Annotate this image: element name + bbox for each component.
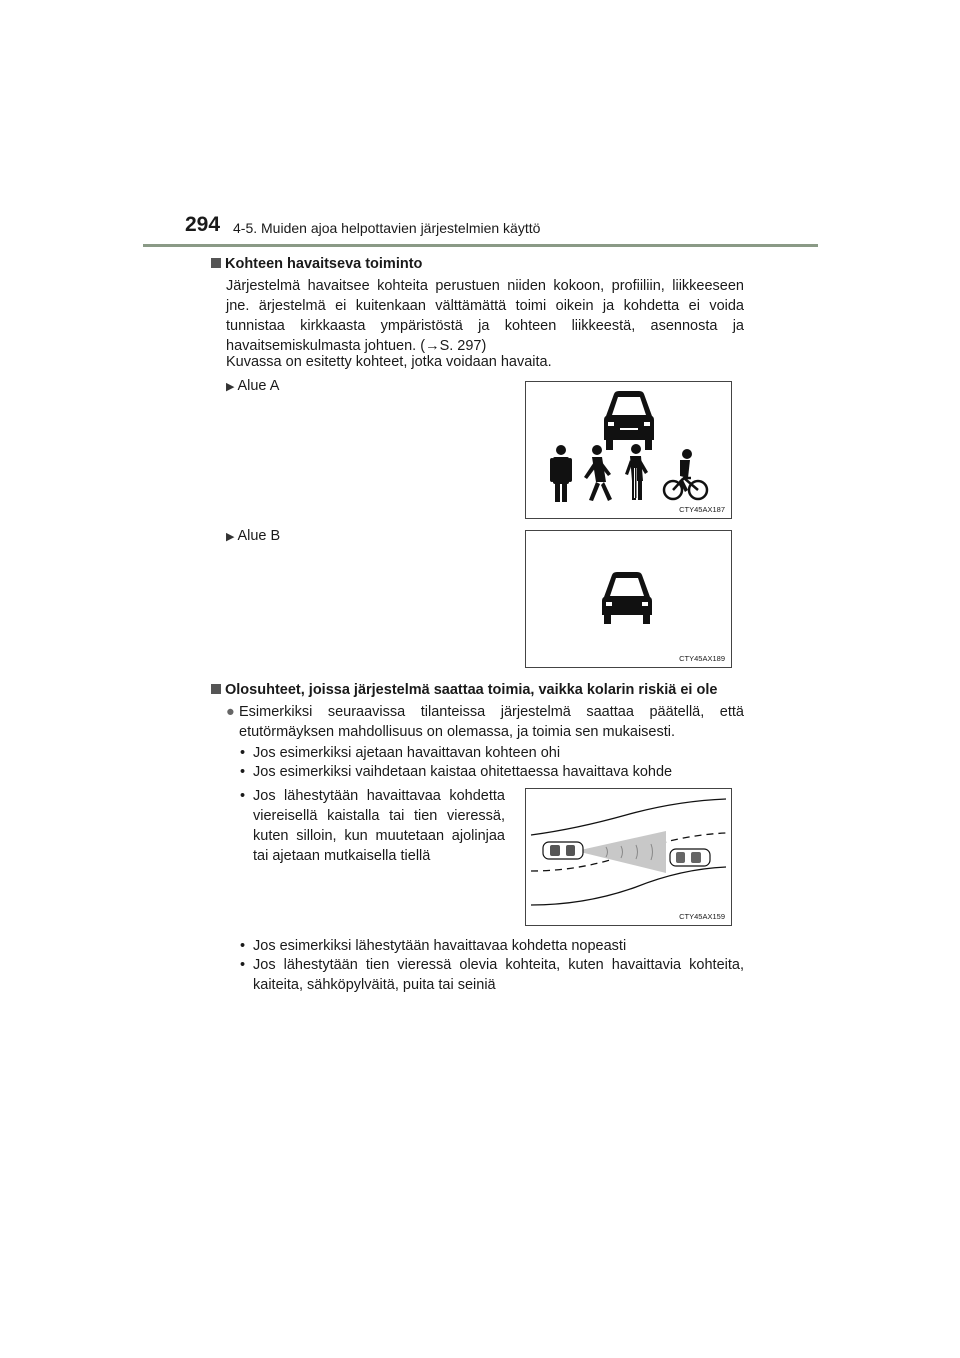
section-square-icon [211,684,221,694]
figure-area-b [525,530,732,668]
false-activation-intro: ● Esimerkiksi seuraavissa tilanteissa järjestelmä saattaa päätellä, että etutörmäyksen mahdollisuus on olemassa, ja toimia sen mukaisesti. [226,704,744,740]
triangle-right-icon: ▶ [226,381,235,393]
area-b-heading: ▶ Alue B [226,528,281,544]
figure-area-a [525,381,732,519]
car-front-icon [604,391,654,450]
target-car-icon [670,849,710,866]
triangle-right-icon: ▶ [226,531,235,543]
adjacent-lane-illustration [526,789,731,925]
list-item: • Jos esimerkiksi vaihdetaan kaistaa ohitettaessa havaittava kohde [240,764,673,780]
pedestrian-walking-icon [584,445,612,501]
circle-bullet-icon: ● [226,704,235,720]
area-a-heading: ▶ Alue A [226,378,280,394]
page-number: 294 [185,213,221,236]
list-item: • Jos esimerkiksi ajetaan havaittavan kohteen ohi [240,745,561,761]
list-item: • Jos lähestytään havaittavaa kohdetta viereisellä kaistalla tai tien vieressä, kuten silloin, kun muutetaan ajolinjaa tai ajetaan mutkaisella tiellä [240,788,505,864]
area-a-illustration [526,382,731,518]
list-item: • Jos lähestytään tien vieressä olevia kohteita, kuten havaittavia kohteita, kaiteita, sähköpylväitä, puita tai seiniä [240,957,744,993]
section-title-detection: Kohteen havaitseva toiminto [211,256,422,272]
header-rule [143,244,818,247]
figure-code-b: CTY45AX189 [679,654,725,663]
detection-figure-intro: Kuvassa on esitetty kohteet, jotka voidaan havaita. [226,354,552,370]
section-title-false-activation: Olosuhteet, joissa järjestelmä saattaa toimia, vaikka kolarin riskiä ei ole [211,682,717,698]
pedestrian-standing-icon [550,445,572,502]
running-head: 4-5. Muiden ajoa helpottavien järjestelmien käyttö [233,220,541,236]
figure-code-a: CTY45AX187 [679,505,725,514]
car-front-icon [602,572,652,624]
list-item: • Jos esimerkiksi lähestytään havaittavaa kohdetta nopeasti [240,938,627,954]
section-square-icon [211,258,221,268]
figure-adjacent-lane [525,788,732,926]
detection-description: Järjestelmä havaitsee kohteita perustuen niiden kokoon, profiiliin, liikkeeseen jne. ärjestelmä ei kuitenkaan välttämättä toimi oikein ja kohdetta ei voida tunnistaa kirkkaasta ympäristöstä ja kohteen liikkeestä, asennosta ja havaitsemiskulmasta johtuen. (→S. 297) [226,278,744,354]
ego-car-icon [543,842,583,859]
pedestrian-with-bicycle-icon [625,444,648,500]
figure-code-c: CTY45AX159 [679,912,725,921]
area-b-illustration [526,531,731,667]
